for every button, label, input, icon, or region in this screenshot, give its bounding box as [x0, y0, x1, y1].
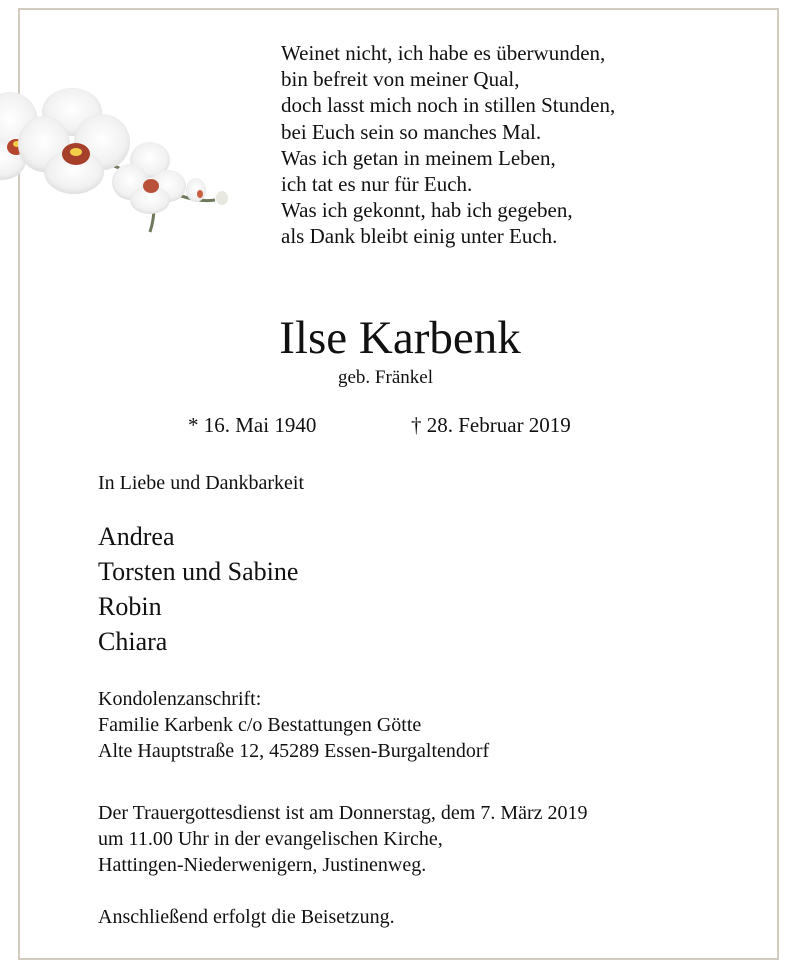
poem-line: ich tat es nur für Euch.	[281, 172, 473, 197]
thanks-line: In Liebe und Dankbarkeit	[98, 472, 305, 494]
deceased-name: Ilse Karbenk	[279, 312, 521, 364]
service-info	[98, 800, 588, 878]
maiden-name: geb. Fränkel	[338, 367, 433, 388]
condolence-line: Familie Karbenk c/o Bestattungen Götte	[98, 714, 422, 736]
death-date: † 28. Februar 2019	[411, 413, 571, 437]
poem-line: Was ich getan in meinem Leben,	[281, 145, 556, 170]
survivor-name: Chiara	[98, 627, 168, 656]
poem	[281, 40, 615, 250]
poem-line: als Dank bleibt einig unter Euch.	[281, 224, 558, 249]
service-line: Hattingen-Niederwenigern, Justinenweg.	[98, 854, 427, 876]
condolence-address	[98, 686, 489, 764]
survivor-name: Robin	[98, 592, 162, 621]
poem-line: bin befreit von meiner Qual,	[281, 67, 520, 92]
poem-line: bei Euch sein so manches Mal.	[281, 119, 542, 144]
survivor-name: Torsten und Sabine	[98, 557, 299, 586]
poem-line: Weinet nicht, ich habe es überwunden,	[281, 41, 606, 65]
orchid-flower-image	[0, 82, 240, 242]
burial-note: Anschließend erfolgt die Beisetzung.	[98, 906, 395, 928]
service-line: um 11.00 Uhr in der evangelischen Kirche,	[98, 828, 443, 850]
birth-date: * 16. Mai 1940	[188, 413, 317, 437]
service-line: Der Trauergottesdienst ist am Donnerstag, dem 7. März 2019	[98, 802, 588, 824]
survivor-name: Andrea	[98, 522, 175, 551]
condolence-line: Kondolenzanschrift:	[98, 688, 262, 710]
survivors-list	[98, 519, 298, 659]
poem-line: doch lasst mich noch in stillen Stunden,	[281, 93, 616, 118]
condolence-line: Alte Hauptstraße 12, 45289 Essen-Burgaltendorf	[98, 740, 490, 762]
poem-line: Was ich gekonnt, hab ich gegeben,	[281, 198, 573, 223]
